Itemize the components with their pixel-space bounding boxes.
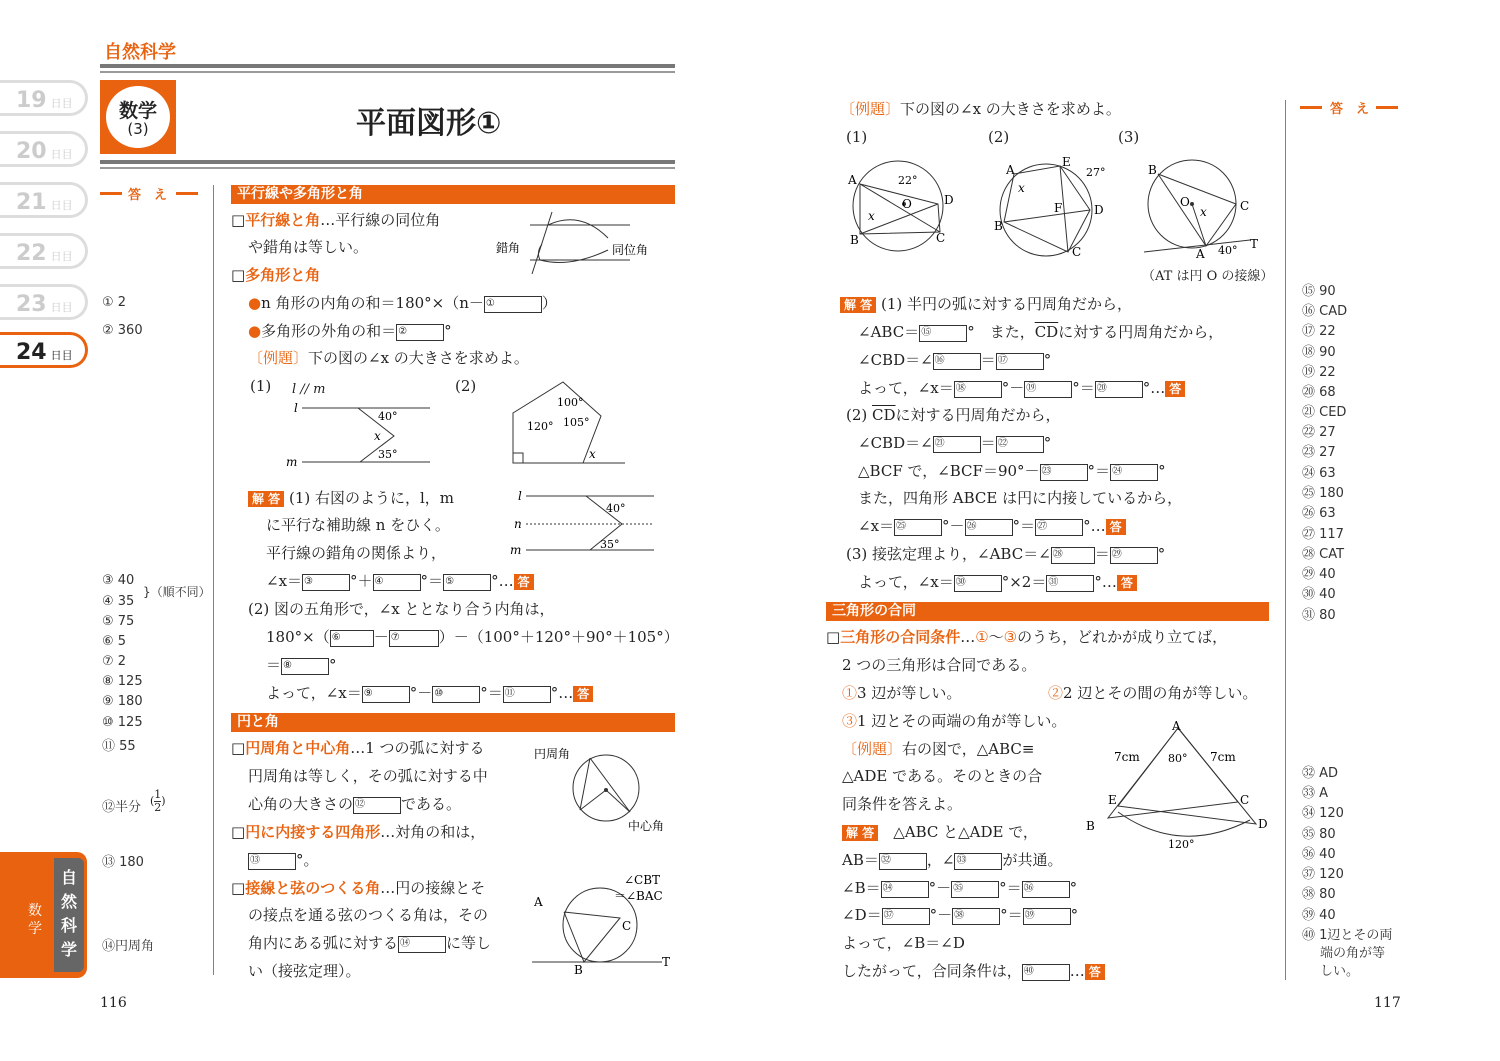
svg-text:105°: 105° <box>563 416 590 429</box>
day-tab-24[interactable]: 24 日目 <box>0 332 88 368</box>
example-r3-label: (3) <box>1118 128 1140 146</box>
answer-9: ⑨ 180 <box>102 694 143 709</box>
svg-text:x: x <box>1018 181 1025 195</box>
line-tangent-chord: □接線と弦のつくる角…円の接線とそ <box>231 879 486 897</box>
answer-21: ㉑ CED <box>1302 405 1347 420</box>
example-1-label: (1) <box>250 377 272 395</box>
answer-3: ③ 40 <box>102 573 135 588</box>
fig-parallel-angles <box>480 208 670 278</box>
answer-32: ㉜ AD <box>1302 766 1339 781</box>
line-inscribed-3: 心角の大きさの ⑫ である。 <box>248 795 462 813</box>
line-interior-sum: ●n 角形の内角の和＝180°×（n－ ① ） <box>248 294 557 312</box>
svg-text:B: B <box>994 219 1003 233</box>
line-congruence-asa: ③1 辺とその両端の角が等しい。 <box>842 712 1067 730</box>
svg-text:B: B <box>1086 819 1095 833</box>
answer-22: ㉒ 27 <box>1302 425 1336 440</box>
svg-text:40°: 40° <box>378 410 398 423</box>
answer-15: ⑮ 90 <box>1302 284 1336 299</box>
svg-text:O: O <box>902 197 912 211</box>
side-vertical-label: 自然科学 <box>60 868 77 959</box>
answer-34: ㉞ 120 <box>1302 806 1344 821</box>
answer-1: ① 2 <box>102 295 127 310</box>
svg-text:F: F <box>1054 201 1063 215</box>
answer-40-line1: ㊵ 1辺とその両 <box>1302 928 1393 943</box>
fig-right-2 <box>990 152 1110 262</box>
line-congruence-1: □三角形の合同条件…①～③のうち，どれかが成り立てば， <box>826 628 1228 646</box>
line-polygon-angle: □多角形と角 <box>231 266 321 284</box>
r-solution-line2: ∠ABC＝ ⑮ ° また，$\overline{CD}$に対する円周角だから， <box>858 323 1224 341</box>
section-header-congruence: 三角形の合同 <box>826 602 1269 621</box>
day-tab-19[interactable]: 19 日目 <box>0 80 88 116</box>
svg-text:C: C <box>622 919 632 933</box>
r-solution-line8: また，四角形 ABCE は円に内接しているから， <box>858 489 1183 507</box>
answer-25: ㉕ 180 <box>1302 486 1344 501</box>
svg-text:D: D <box>944 193 954 207</box>
svg-text:n: n <box>514 517 522 531</box>
answer-10: ⑩ 125 <box>102 715 143 730</box>
svg-text:120°: 120° <box>1168 838 1195 851</box>
line-congruence-ex1: 〔例題〕右の図で，△ABC≡ <box>842 740 1035 758</box>
answer-36: ㊱ 40 <box>1302 847 1336 862</box>
svg-text:∠CBT: ∠CBT <box>624 873 661 887</box>
svg-text:円周角: 円周角 <box>534 747 571 761</box>
subject-badge <box>100 80 176 154</box>
fig-tangent-chord <box>530 870 675 980</box>
answer-40-line2: 端の角が等 <box>1320 946 1386 961</box>
subject-name: 数学 <box>118 100 157 122</box>
example-question-right: 〔例題〕下の図の∠x の大きさを求めよ。 <box>840 100 1121 118</box>
day-tab-21[interactable]: 21 日目 <box>0 182 88 218</box>
fig-right-1 <box>840 158 960 253</box>
svg-text:35°: 35° <box>378 448 398 461</box>
svg-text:x: x <box>1200 205 1207 219</box>
answer-17: ⑰ 22 <box>1302 324 1336 339</box>
answer-2: ② 360 <box>102 323 143 338</box>
svg-text:O: O <box>1180 195 1190 209</box>
fig-example-2 <box>505 378 630 468</box>
line-tangent-chord-2: の接点を通る弦のつくる角は，その <box>248 906 489 924</box>
line-congruence-sol6: したがって，合同条件は， ㊵ … 答 <box>842 962 1105 981</box>
right-divider <box>1285 100 1286 980</box>
answer-20: ⑳ 68 <box>1302 385 1336 400</box>
answer-14: ⑭円周角 <box>102 939 155 954</box>
header-rule-top <box>100 64 675 68</box>
svg-text:100°: 100° <box>557 396 584 409</box>
header-rule-bottom2 <box>100 167 675 169</box>
line-parallel-2: や錯角は等しい。 <box>248 238 369 256</box>
subject-number: (3) <box>127 120 149 138</box>
answer-16: ⑯ CAD <box>1302 304 1348 319</box>
svg-text:A: A <box>1006 163 1015 177</box>
solution-2-line2: 180°×（ ⑥ － ⑦ ）－（100°＋120°＋90°＋105°） <box>266 628 679 646</box>
answer-11: ⑪ 55 <box>102 739 136 754</box>
svg-text:T: T <box>1250 237 1259 251</box>
fig-example-1 <box>280 398 440 473</box>
fig-congruent-triangles <box>1080 716 1270 856</box>
page-number-right: 117 <box>1374 995 1401 1011</box>
page-number-left: 116 <box>100 995 127 1011</box>
r-solution-line4: よって，∠x＝ ⑱ °－ ⑲ °＝ ⑳ °… 答 <box>858 379 1185 398</box>
day-tab-22[interactable]: 22 日目 <box>0 233 88 269</box>
section-header-circle: 円と角 <box>231 713 675 732</box>
svg-text:m: m <box>286 455 298 469</box>
svg-text:A: A <box>848 173 857 187</box>
svg-text:E: E <box>1062 155 1071 169</box>
svg-text:C: C <box>1072 245 1082 259</box>
example-question-left: 〔例題〕下の図の∠x の大きさを求めよ。 <box>248 349 529 367</box>
line-cyclic-quad: □円に内接する四角形…対角の和は， <box>231 823 486 841</box>
left-divider <box>213 185 214 975</box>
svg-text:l: l <box>294 401 298 415</box>
answer-18: ⑱ 90 <box>1302 345 1336 360</box>
example-r1-label: (1) <box>846 128 868 146</box>
svg-text:錯角: 錯角 <box>496 241 521 255</box>
svg-text:22°: 22° <box>898 174 918 187</box>
section-label: 自然科学 <box>104 42 176 63</box>
fig-right-3-note: （AT は円 O の接線） <box>1142 269 1274 284</box>
section-header-parallel: 平行線や多角形と角 <box>231 185 675 204</box>
answer-12: ⑫半分 <box>102 800 142 815</box>
svg-text:A: A <box>1196 247 1205 261</box>
svg-text:35°: 35° <box>600 538 620 551</box>
svg-text:E: E <box>1108 793 1117 807</box>
solution-1-line4: ∠x＝ ③ °＋ ④ °＝ ⑤ °… 答 <box>266 572 534 591</box>
fig-solution-1 <box>510 486 660 561</box>
answers-header: 答 え <box>100 192 200 196</box>
r-solution-line11: よって，∠x＝ ㉚ °×2＝ ㉛ °… 答 <box>858 573 1137 592</box>
answer-13: ⑬ 180 <box>102 855 144 870</box>
svg-text:A: A <box>1172 719 1181 733</box>
svg-text:＝∠BAC: ＝∠BAC <box>614 889 663 903</box>
r-solution-line7: △BCF で，∠BCF＝90°－ ㉓ °＝ ㉔ ° <box>858 462 1166 480</box>
r-solution-line1: 解 答 (1) 半円の弧に対する円周角だから， <box>840 295 1132 313</box>
solution-1-line1: 解 答 (1) 右図のように，l，m <box>248 489 454 507</box>
svg-text:A: A <box>534 895 543 909</box>
answer-33: ㉝ A <box>1302 786 1329 801</box>
answer-8: ⑧ 125 <box>102 674 143 689</box>
solution-2-line3: ＝ ⑧ ° <box>266 656 337 674</box>
answer-31: ㉛ 80 <box>1302 608 1336 623</box>
line-inscribed-angle: □円周角と中心角…1 つの弧に対する <box>231 739 485 757</box>
svg-text:B: B <box>1148 163 1157 177</box>
r-solution-line5: (2) $\overline{CD}$に対する円周角だから， <box>846 406 1061 424</box>
svg-text:C: C <box>936 231 946 245</box>
answer-40-line3: しい。 <box>1320 964 1360 979</box>
answers-header-right: 答 え <box>1300 106 1400 110</box>
answer-7: ⑦ 2 <box>102 654 127 669</box>
svg-text:C: C <box>1240 793 1250 807</box>
svg-text:D: D <box>1094 203 1104 217</box>
svg-text:x: x <box>868 209 875 223</box>
svg-text:B: B <box>850 233 859 247</box>
answer-39: ㊴ 40 <box>1302 908 1336 923</box>
answer-38: ㊳ 80 <box>1302 887 1336 902</box>
svg-text:T: T <box>662 955 671 969</box>
answer-23: ㉓ 27 <box>1302 445 1336 460</box>
subject-side-tab <box>0 852 87 978</box>
svg-text:40°: 40° <box>1218 244 1238 257</box>
line-congruence-sas: ②2 辺とその間の角が等しい。 <box>1048 684 1258 702</box>
svg-text:80°: 80° <box>1168 752 1188 765</box>
svg-text:7cm: 7cm <box>1210 750 1236 764</box>
day-tab-20[interactable]: 20 日目 <box>0 131 88 167</box>
answer-28: ㉘ CAT <box>1302 547 1345 562</box>
answer-6: ⑥ 5 <box>102 634 127 649</box>
line-congruence-sol2: AB＝ ㉜ ，∠ ㉝ が共通。 <box>842 851 1063 869</box>
fig-right-3 <box>1140 152 1270 262</box>
line-parallel-angle: □平行線と角…平行線の同位角 <box>231 211 441 229</box>
answer-30: ㉚ 40 <box>1302 587 1336 602</box>
line-congruence-sol1: 解 答 △ABC と△ADE で， <box>842 823 1038 841</box>
answer-29: ㉙ 40 <box>1302 567 1336 582</box>
line-congruence-sol3: ∠B＝ ㉞ °－ ㉟ °＝ ㊱ ° <box>842 879 1078 897</box>
answer-12-fraction: ( $\frac{1}{2}$ ) <box>150 788 166 814</box>
answer-35: ㉟ 80 <box>1302 827 1336 842</box>
solution-2-line1: (2) 図の五角形で，∠x ととなり合う内角は， <box>248 600 555 618</box>
line-congruence-ex2: △ADE である。そのときの合 <box>842 767 1043 785</box>
line-congruence-ex3: 同条件を答えよ。 <box>842 795 963 813</box>
svg-text:7cm: 7cm <box>1114 750 1140 764</box>
answer-4: ④ 35 <box>102 594 135 609</box>
answer-27: ㉗ 117 <box>1302 527 1344 542</box>
svg-text:40°: 40° <box>606 502 626 515</box>
r-solution-line3: ∠CBD＝∠ ⑯ ＝ ⑰ ° <box>858 351 1052 369</box>
svg-text:中心角: 中心角 <box>628 819 665 833</box>
line-congruence-sol4: ∠D＝ ㊲ °－ ㊳ °＝ ㊴ ° <box>842 906 1079 924</box>
r-solution-line6: ∠CBD＝∠ ㉑ ＝ ㉒ ° <box>858 434 1052 452</box>
r-solution-line9: ∠x＝ ㉕ °－ ㉖ °＝ ㉗ °… 答 <box>858 517 1126 536</box>
line-inscribed-2: 円周角は等しく，その弧に対する中 <box>248 767 488 785</box>
r-solution-line10: (3) 接弦定理より，∠ABC＝∠ ㉘ ＝ ㉙ ° <box>846 545 1166 563</box>
page-title: 平面図形① <box>356 106 502 141</box>
line-congruence-2: 2 つの三角形は合同である。 <box>842 656 1037 674</box>
line-congruence-sss: ①3 辺が等しい。 <box>842 684 962 702</box>
solution-1-line2: に平行な補助線 n をひく。 <box>266 516 450 534</box>
svg-text:B: B <box>574 963 583 977</box>
fig-inscribed-angle <box>530 740 675 835</box>
day-tab-23[interactable]: 23 日目 <box>0 284 88 320</box>
example-2-label: (2) <box>455 377 477 395</box>
solution-2-line4: よって，∠x＝ ⑨ °－ ⑩ °＝ ⑪ °… 答 <box>266 684 593 703</box>
line-congruence-sol5: よって，∠B＝∠D <box>842 934 965 952</box>
line-cyclic-quad-2: ⑬ °。 <box>250 851 319 869</box>
example-r2-label: (2) <box>988 128 1010 146</box>
header-rule-top2 <box>100 71 675 73</box>
svg-text:C: C <box>1240 199 1250 213</box>
answer-note: }（順不同） <box>143 585 211 599</box>
answer-24: ㉔ 63 <box>1302 466 1336 481</box>
svg-text:120°: 120° <box>527 420 554 433</box>
svg-text:27°: 27° <box>1086 166 1106 179</box>
answer-19: ⑲ 22 <box>1302 365 1336 380</box>
answer-37: ㊲ 120 <box>1302 867 1344 882</box>
svg-text:l: l <box>518 489 522 503</box>
header-rule-bottom <box>100 160 675 164</box>
side-subject-label: 数学 <box>28 903 42 937</box>
svg-text:m: m <box>510 543 522 557</box>
svg-text:x: x <box>374 429 381 443</box>
line-tangent-chord-3: 角内にある弧に対する ⑭ に等し <box>248 934 492 952</box>
svg-text:同位角: 同位角 <box>612 243 649 257</box>
example-1-lm: l // m <box>292 382 326 397</box>
svg-text:D: D <box>1258 817 1268 831</box>
answer-5: ⑤ 75 <box>102 614 135 629</box>
answer-26: ㉖ 63 <box>1302 506 1336 521</box>
line-exterior-sum: ●多角形の外角の和＝ ② ° <box>248 322 452 340</box>
svg-text:x: x <box>589 447 596 461</box>
line-tangent-chord-4: い（接弦定理）。 <box>248 962 361 980</box>
solution-1-line3: 平行線の錯角の関係より， <box>266 544 447 562</box>
